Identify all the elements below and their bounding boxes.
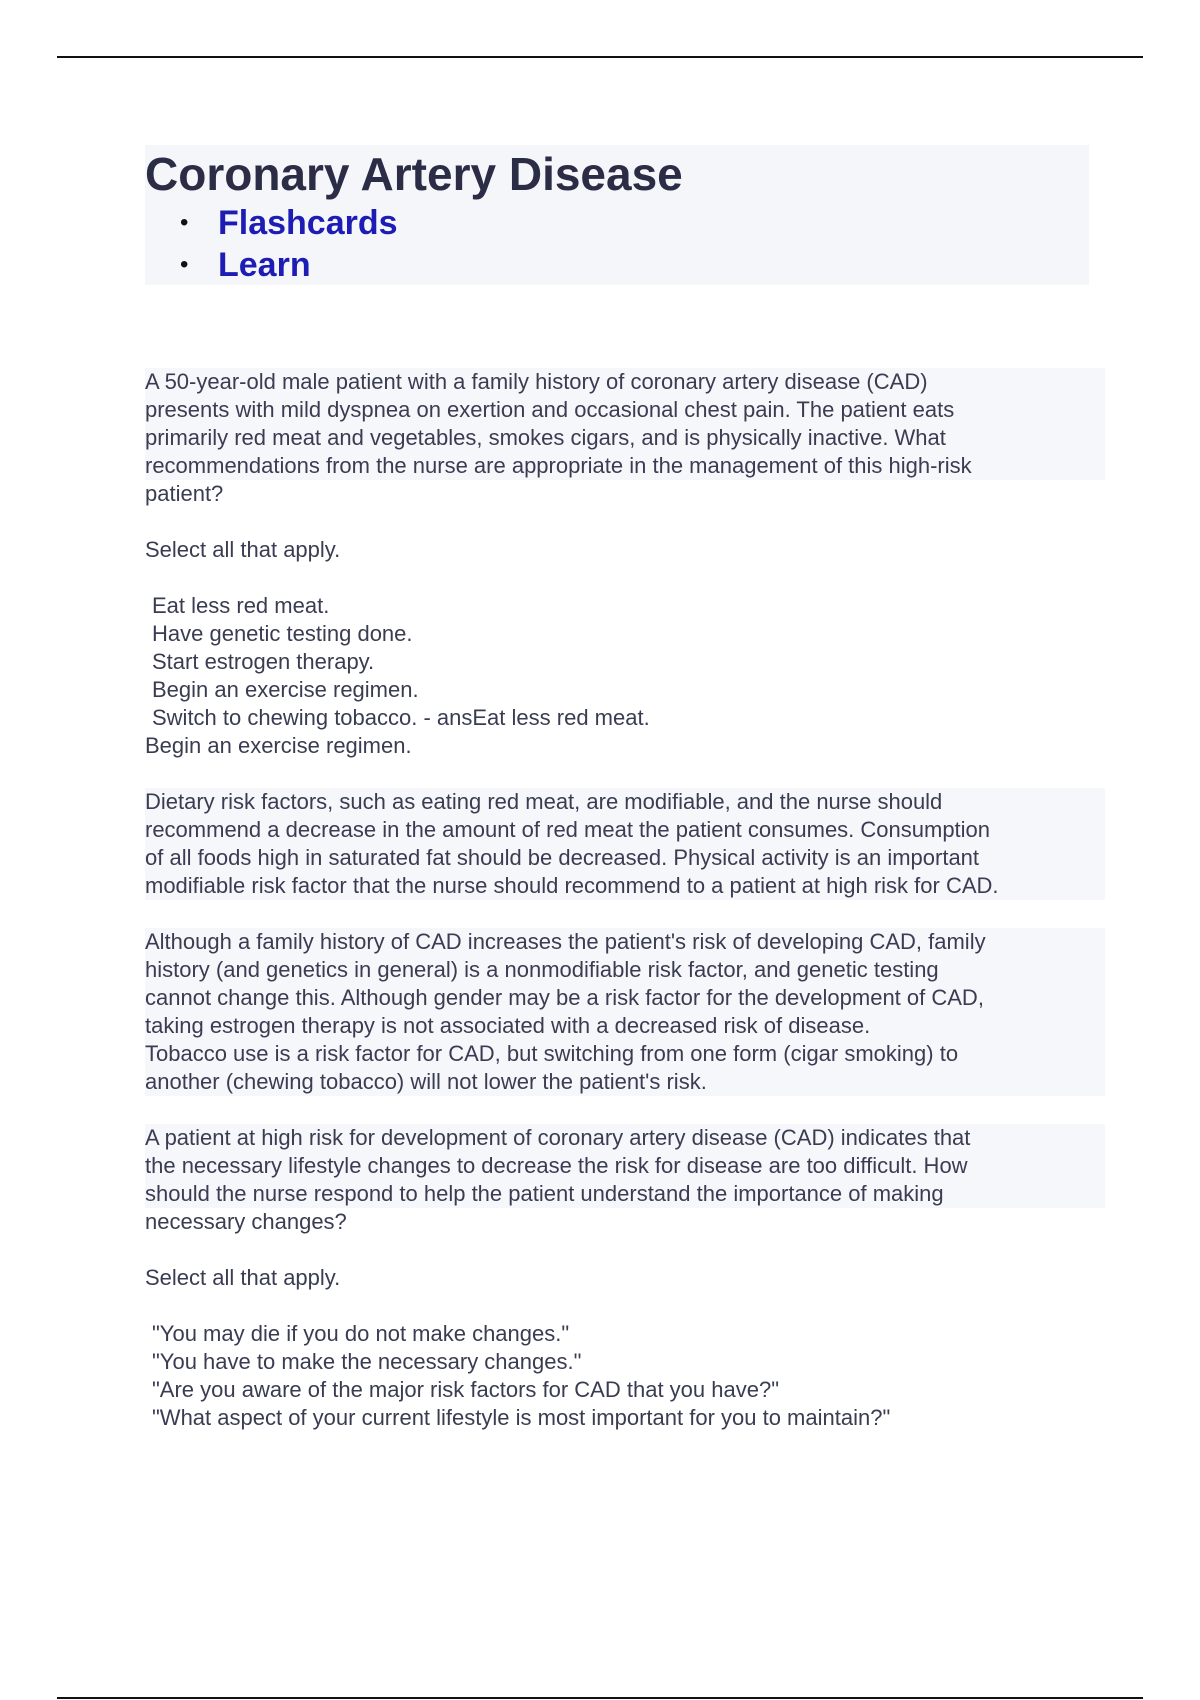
question1-rationale-2 bbox=[145, 928, 1105, 1096]
question1-stem bbox=[145, 368, 1105, 508]
answer-option: Eat less red meat. bbox=[152, 593, 330, 618]
text-line: should the nurse respond to help the patient understand the importance of making bbox=[145, 1180, 1105, 1208]
text-line: taking estrogen therapy is not associated with a decreased risk of disease. bbox=[145, 1012, 1105, 1040]
learn-link[interactable]: Learn bbox=[218, 246, 311, 284]
answer-option: "What aspect of your current lifestyle is most important for you to maintain?" bbox=[152, 1405, 891, 1430]
page-title: Coronary Artery Disease bbox=[145, 148, 683, 200]
text-line: cannot change this. Although gender may be a risk factor for the development of CAD, bbox=[145, 984, 1105, 1012]
bullet-icon: • bbox=[180, 251, 189, 278]
text-line: necessary changes? bbox=[145, 1209, 347, 1234]
text-line: modifiable risk factor that the nurse should recommend to a patient at high risk for CAD. bbox=[145, 872, 1105, 900]
header-block bbox=[145, 145, 1089, 285]
flashcards-link[interactable]: Flashcards bbox=[218, 204, 398, 242]
nav-item-flashcards bbox=[145, 202, 398, 244]
answer-continuation: Begin an exercise regimen. bbox=[145, 733, 412, 758]
text-line: Tobacco use is a risk factor for CAD, but switching from one form (cigar smoking) to bbox=[145, 1040, 1105, 1068]
answer-option: Begin an exercise regimen. bbox=[152, 677, 419, 702]
answer-option: Switch to chewing tobacco. - ansEat less red meat. bbox=[152, 705, 650, 730]
question2-options bbox=[145, 1320, 1105, 1432]
answer-option: Have genetic testing done. bbox=[152, 621, 413, 646]
document-content bbox=[145, 368, 1105, 1460]
answer-option: "You have to make the necessary changes." bbox=[152, 1349, 582, 1374]
bottom-rule bbox=[57, 1697, 1143, 1699]
text-line: recommend a decrease in the amount of red meat the patient consumes. Consumption bbox=[145, 816, 1105, 844]
question1-rationale-1 bbox=[145, 788, 1105, 900]
text-line: Although a family history of CAD increases the patient's risk of developing CAD, family bbox=[145, 928, 1105, 956]
text-line: Dietary risk factors, such as eating red meat, are modifiable, and the nurse should bbox=[145, 788, 1105, 816]
top-rule bbox=[57, 56, 1143, 58]
text-line: presents with mild dyspnea on exertion and occasional chest pain. The patient eats bbox=[145, 396, 1105, 424]
text-line: patient? bbox=[145, 481, 224, 506]
question1-options bbox=[145, 592, 1105, 760]
text-line: primarily red meat and vegetables, smokes cigars, and is physically inactive. What bbox=[145, 424, 1105, 452]
question2-instruction bbox=[145, 1264, 1105, 1292]
bullet-icon: • bbox=[180, 209, 189, 236]
answer-option: "You may die if you do not make changes." bbox=[152, 1321, 570, 1346]
question2-stem bbox=[145, 1124, 1105, 1236]
text-line: Select all that apply. bbox=[145, 537, 341, 562]
answer-option: "Are you aware of the major risk factors for CAD that you have?" bbox=[152, 1377, 779, 1402]
text-line: of all foods high in saturated fat should be decreased. Physical activity is an important bbox=[145, 844, 1105, 872]
text-line: A patient at high risk for development of coronary artery disease (CAD) indicates that bbox=[145, 1124, 1105, 1152]
nav-list bbox=[145, 202, 398, 286]
text-line: history (and genetics in general) is a nonmodifiable risk factor, and genetic testing bbox=[145, 956, 1105, 984]
text-line: recommendations from the nurse are appropriate in the management of this high-risk bbox=[145, 452, 1105, 480]
text-line: Select all that apply. bbox=[145, 1265, 341, 1290]
answer-option: Start estrogen therapy. bbox=[152, 649, 375, 674]
nav-item-learn bbox=[145, 244, 398, 286]
question1-instruction bbox=[145, 536, 1105, 564]
text-line: A 50-year-old male patient with a family history of coronary artery disease (CAD) bbox=[145, 368, 1105, 396]
text-line: the necessary lifestyle changes to decrease the risk for disease are too difficult. How bbox=[145, 1152, 1105, 1180]
text-line: another (chewing tobacco) will not lower the patient's risk. bbox=[145, 1068, 1105, 1096]
